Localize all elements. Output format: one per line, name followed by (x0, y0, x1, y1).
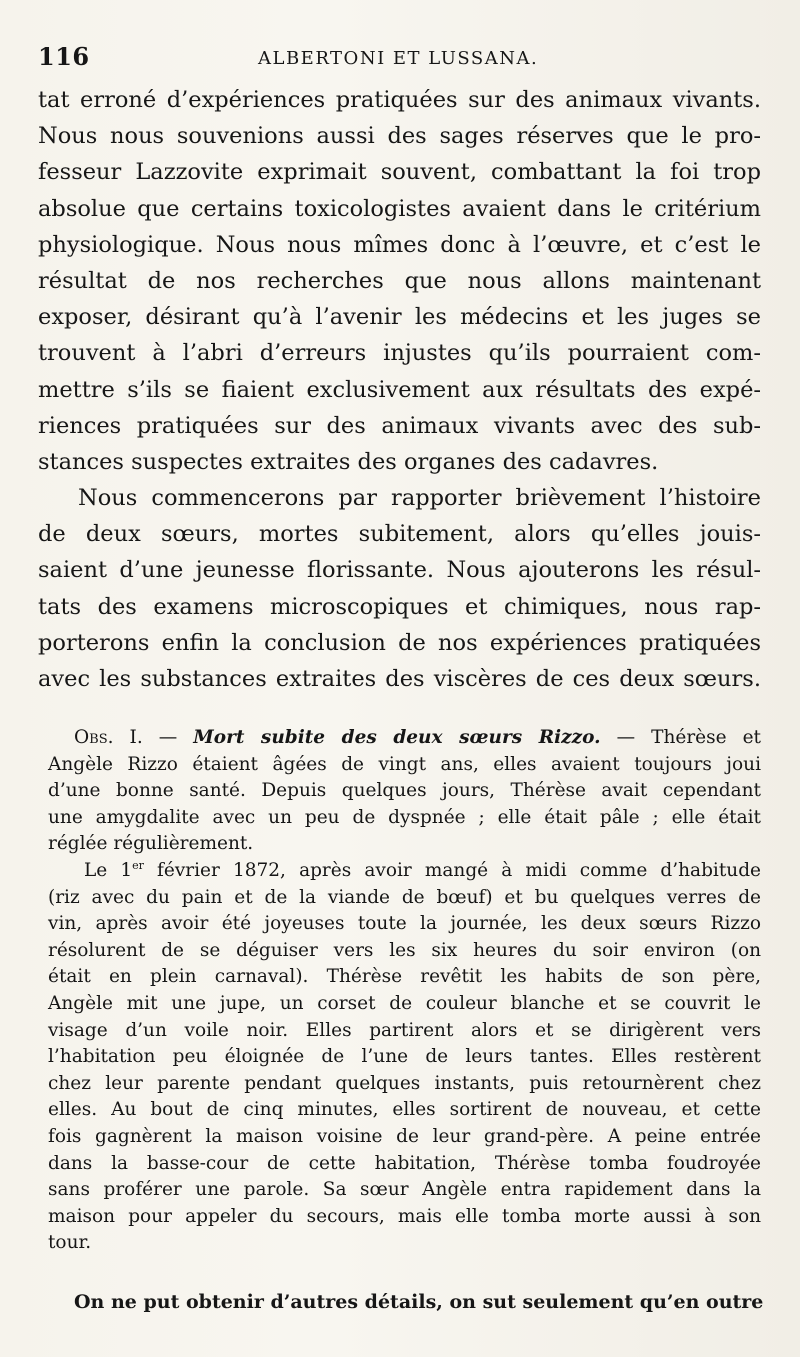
text-line: (riz avec du pain et de la viande de bœuf) et bu quelques verres de (48, 886, 761, 908)
text-line: Angèle mit une jupe, un corset de couleur blanche et se couvrit le (48, 992, 761, 1014)
text-line: trouvent à l’abri d’erreurs injustes qu’ils pourraient com- (38, 340, 761, 367)
text-line: dans la basse-cour de cette habitation, Thérèse tomba foudroyée (48, 1152, 761, 1174)
main-text-block (38, 82, 761, 697)
text-line: porterons enfin la conclusion de nos expériences pratiquées (38, 629, 761, 656)
text-line: stances suspectes extraites des organes des cadavres. (38, 448, 659, 475)
text-line: l’habitation peu éloignée de l’une de leurs tantes. Elles restèrent (48, 1046, 761, 1068)
observation-block (48, 725, 761, 1257)
text-line: résolurent de se déguiser vers les six heures du soir environ (on (48, 939, 761, 961)
dash: — (158, 727, 178, 748)
text-line: chez leur parente pendant quelques instants, puis retournèrent chez (48, 1072, 761, 1094)
observation-heading-line (48, 725, 761, 752)
text-line: absolue que certains toxicologistes avaient dans le critérium (38, 195, 761, 222)
text-line: de deux sœurs, mortes subitement, alors qu’elles jouis- (38, 521, 761, 548)
text-line: mettre s’ils se fiaient exclusivement aux résultats des expé- (38, 376, 761, 403)
text-line: sans proférer une parole. Sa sœur Angèle entra rapidement dans la (48, 1179, 761, 1201)
text-line: tat erroné d’expériences pratiquées sur des animaux vivants. (38, 87, 761, 113)
text-line: exposer, désirant qu’à l’avenir les médecins et les juges se (38, 304, 761, 331)
observation-title: Mort subite des deux sœurs Rizzo. (193, 727, 601, 748)
text-line: tats des examens microscopiques et chimiques, nous rap- (38, 593, 761, 620)
page-header (38, 42, 758, 76)
superscript: er (132, 858, 144, 872)
text-line: tour. (48, 1232, 92, 1254)
text-fragment: février 1872, après avoir mangé à midi comme d’habitude (143, 859, 761, 881)
text-line: Nous nous souvenions aussi des sages réserves que le pro- (38, 123, 761, 150)
observation-label: Obs. I. (74, 727, 143, 748)
text-line: Nous commencerons par rapporter brièvement l’histoire (78, 485, 761, 512)
text-line: fesseur Lazzovite exprimait souvent, combattant la foi trop (38, 159, 761, 186)
text-line: physiologique. Nous nous mîmes donc à l’œuvre, et c’est le (38, 231, 761, 258)
text-line: était en plein carnaval). Thérèse revêtit les habits de son père, (48, 966, 761, 988)
dash: — (616, 727, 636, 748)
text-line: vin, après avoir été joyeuses toute la journée, les deux sœurs Rizzo (48, 913, 761, 935)
closing-text-line: On ne put obtenir d’autres détails, on sut seulement qu’en outre (74, 1291, 764, 1313)
text-line: d’une bonne santé. Depuis quelques jours, Thérèse avait cependant (48, 780, 761, 802)
text-line: avec les substances extraites des viscères de ces deux sœurs. (38, 666, 761, 692)
text-line: Angèle Rizzo étaient âgées de vingt ans, elles avaient toujours joui (48, 753, 761, 775)
text-line: visage d’un voile noir. Elles partirent alors et se dirigèrent vers (48, 1019, 761, 1041)
text-line: saient d’une jeunesse florissante. Nous ajouterons les résul- (38, 557, 761, 584)
text-fragment: Le 1 (84, 859, 133, 881)
page-number: 116 (38, 42, 90, 71)
text-fragment: Thérèse et (651, 727, 761, 748)
text-line: réglée régulièrement. (48, 833, 254, 855)
text-line: résultat de nos recherches que nous allons maintenant (38, 267, 761, 294)
text-line: riences pratiquées sur des animaux vivants avec des sub- (38, 412, 761, 439)
paragraph-first-line (48, 858, 761, 885)
running-head: ALBERTONI ET LUSSANA. (258, 48, 539, 69)
text-line: fois gagnèrent la maison voisine de leur grand-père. A peine entrée (48, 1125, 761, 1147)
text-line: une amygdalite avec un peu de dyspnée ; elle était pâle ; elle était (48, 806, 761, 828)
text-line: elles. Au bout de cinq minutes, elles sortirent de nouveau, et cette (48, 1099, 761, 1121)
text-line: maison pour appeler du secours, mais elle tomba morte aussi à son (48, 1205, 761, 1227)
